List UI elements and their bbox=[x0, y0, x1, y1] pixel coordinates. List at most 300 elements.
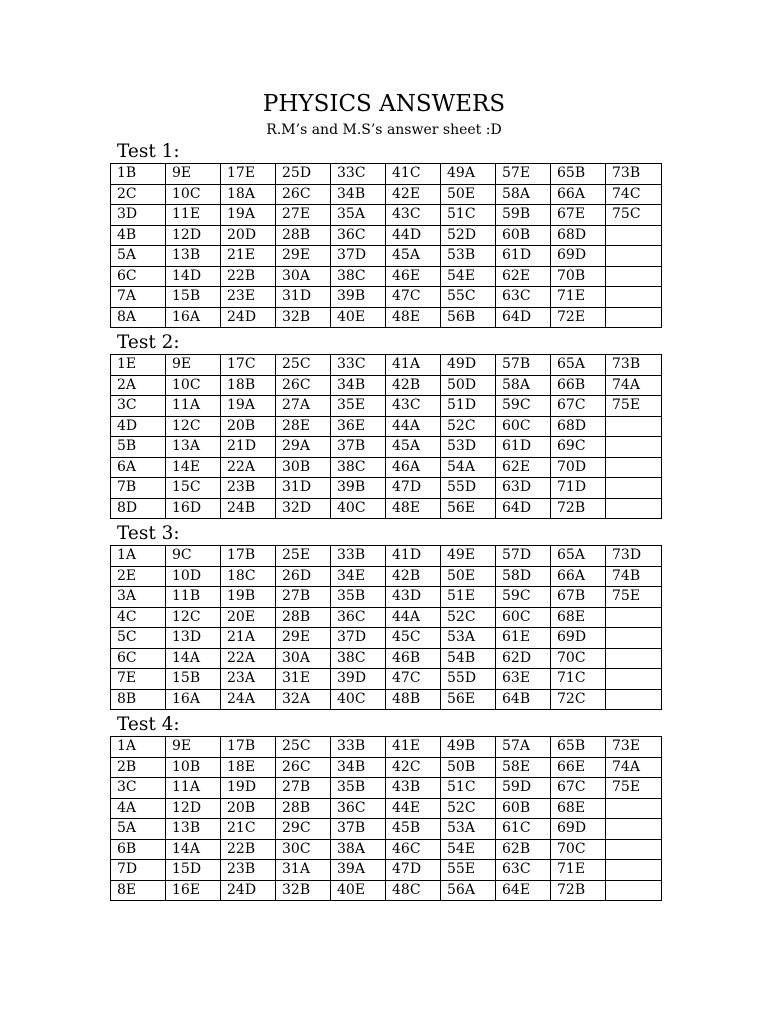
answer-cell: 60B bbox=[496, 225, 551, 246]
table-row bbox=[111, 225, 662, 246]
answer-cell: 7E bbox=[111, 669, 166, 690]
answer-cell: 54E bbox=[441, 266, 496, 287]
table-row bbox=[111, 566, 662, 587]
table-row bbox=[111, 246, 662, 267]
answer-cell: 38C bbox=[331, 266, 386, 287]
answer-cell: 48B bbox=[386, 689, 441, 710]
answer-cell: 62E bbox=[496, 457, 551, 478]
answer-cell: 23B bbox=[221, 478, 276, 499]
answer-cell: 50E bbox=[441, 184, 496, 205]
answer-cell: 67C bbox=[551, 778, 606, 799]
answer-cell: 47C bbox=[386, 669, 441, 690]
answer-cell: 21C bbox=[221, 819, 276, 840]
answer-cell: 66A bbox=[551, 566, 606, 587]
page-title: PHYSICS ANSWERS bbox=[262, 91, 506, 117]
answer-cell: 48C bbox=[386, 880, 441, 901]
answer-cell: 2A bbox=[111, 375, 166, 396]
answer-cell: 50D bbox=[441, 375, 496, 396]
answer-cell: 71E bbox=[551, 860, 606, 881]
answer-cell: 42E bbox=[386, 184, 441, 205]
answer-cell bbox=[606, 798, 662, 819]
answer-cell bbox=[606, 225, 662, 246]
answer-cell: 13B bbox=[166, 246, 221, 267]
answer-cell: 44D bbox=[386, 225, 441, 246]
table-row bbox=[111, 266, 662, 287]
answer-cell: 9E bbox=[166, 355, 221, 376]
answer-cell: 15B bbox=[166, 669, 221, 690]
answer-cell: 56A bbox=[441, 880, 496, 901]
answer-cell: 50E bbox=[441, 566, 496, 587]
answer-cell: 32A bbox=[276, 689, 331, 710]
answer-cell: 20D bbox=[221, 225, 276, 246]
table-row bbox=[111, 546, 662, 567]
test-heading: Test 1: bbox=[117, 141, 180, 162]
answer-cell: 25D bbox=[276, 164, 331, 185]
answer-cell bbox=[606, 266, 662, 287]
answer-cell: 59B bbox=[496, 205, 551, 226]
table-row bbox=[111, 798, 662, 819]
table-row bbox=[111, 669, 662, 690]
answer-cell: 28B bbox=[276, 225, 331, 246]
answer-cell: 39A bbox=[331, 860, 386, 881]
answer-cell: 5A bbox=[111, 246, 166, 267]
answer-cell: 53B bbox=[441, 246, 496, 267]
answer-cell: 19A bbox=[221, 205, 276, 226]
answer-cell: 12C bbox=[166, 607, 221, 628]
answer-cell: 56E bbox=[441, 498, 496, 519]
answer-cell: 51E bbox=[441, 587, 496, 608]
answer-cell: 65A bbox=[551, 546, 606, 567]
answer-cell: 19D bbox=[221, 778, 276, 799]
answer-cell: 22B bbox=[221, 266, 276, 287]
answer-cell: 72C bbox=[551, 689, 606, 710]
answer-cell: 17B bbox=[221, 546, 276, 567]
answer-cell: 66E bbox=[551, 757, 606, 778]
answer-cell bbox=[606, 437, 662, 458]
test-heading: Test 2: bbox=[117, 332, 180, 353]
answer-cell: 20B bbox=[221, 416, 276, 437]
answer-cell: 55D bbox=[441, 669, 496, 690]
answer-cell: 18C bbox=[221, 566, 276, 587]
answer-cell bbox=[606, 839, 662, 860]
answer-cell: 43C bbox=[386, 205, 441, 226]
answer-cell: 67E bbox=[551, 205, 606, 226]
answer-cell: 46A bbox=[386, 457, 441, 478]
answer-cell: 55E bbox=[441, 860, 496, 881]
answer-cell: 72B bbox=[551, 880, 606, 901]
answer-cell: 8E bbox=[111, 880, 166, 901]
answer-cell: 4B bbox=[111, 225, 166, 246]
answer-cell: 75C bbox=[606, 205, 662, 226]
answer-cell: 63D bbox=[496, 478, 551, 499]
answer-cell: 24D bbox=[221, 880, 276, 901]
answer-cell: 71D bbox=[551, 478, 606, 499]
answer-cell: 72B bbox=[551, 498, 606, 519]
table-row bbox=[111, 184, 662, 205]
answer-cell: 52C bbox=[441, 416, 496, 437]
answer-cell: 38A bbox=[331, 839, 386, 860]
answer-cell bbox=[606, 860, 662, 881]
answer-cell bbox=[606, 287, 662, 308]
answer-cell: 49E bbox=[441, 546, 496, 567]
answer-cell: 45A bbox=[386, 246, 441, 267]
answer-cell: 21E bbox=[221, 246, 276, 267]
answer-cell: 2B bbox=[111, 757, 166, 778]
answer-cell: 65B bbox=[551, 164, 606, 185]
answer-cell: 17B bbox=[221, 737, 276, 758]
answer-cell: 68E bbox=[551, 798, 606, 819]
answer-cell: 69C bbox=[551, 437, 606, 458]
answer-cell: 11A bbox=[166, 396, 221, 417]
answer-cell: 29A bbox=[276, 437, 331, 458]
answer-cell: 26C bbox=[276, 184, 331, 205]
answer-cell: 39D bbox=[331, 669, 386, 690]
answer-cell: 3A bbox=[111, 587, 166, 608]
answer-cell: 44A bbox=[386, 607, 441, 628]
answer-cell: 16E bbox=[166, 880, 221, 901]
answer-cell: 74A bbox=[606, 757, 662, 778]
answer-cell: 26C bbox=[276, 757, 331, 778]
answer-cell: 3D bbox=[111, 205, 166, 226]
answer-cell: 52C bbox=[441, 607, 496, 628]
answer-cell: 55D bbox=[441, 478, 496, 499]
answer-cell: 18B bbox=[221, 375, 276, 396]
answer-cell: 46C bbox=[386, 839, 441, 860]
answer-cell: 18E bbox=[221, 757, 276, 778]
answer-cell: 15C bbox=[166, 478, 221, 499]
answer-cell: 49D bbox=[441, 355, 496, 376]
answer-cell: 72E bbox=[551, 307, 606, 328]
answer-cell: 34B bbox=[331, 184, 386, 205]
subtitle: R.M’s and M.S’s answer sheet :D bbox=[266, 122, 502, 138]
answer-cell: 6C bbox=[111, 648, 166, 669]
table-row bbox=[111, 498, 662, 519]
answer-cell: 47D bbox=[386, 478, 441, 499]
answer-cell: 8D bbox=[111, 498, 166, 519]
answer-cell: 45A bbox=[386, 437, 441, 458]
answer-cell: 14D bbox=[166, 266, 221, 287]
answer-table bbox=[110, 163, 662, 328]
answer-cell: 33B bbox=[331, 546, 386, 567]
answer-cell: 17E bbox=[221, 164, 276, 185]
answer-cell: 34B bbox=[331, 375, 386, 396]
answer-cell: 12D bbox=[166, 225, 221, 246]
answer-cell: 6C bbox=[111, 266, 166, 287]
answer-cell: 3C bbox=[111, 778, 166, 799]
table-row bbox=[111, 757, 662, 778]
answer-cell: 60B bbox=[496, 798, 551, 819]
test-heading: Test 4: bbox=[117, 714, 180, 735]
answer-cell: 38C bbox=[331, 648, 386, 669]
answer-cell: 67C bbox=[551, 396, 606, 417]
answer-cell bbox=[606, 648, 662, 669]
test-section bbox=[110, 141, 662, 328]
answer-cell: 41A bbox=[386, 355, 441, 376]
table-row bbox=[111, 648, 662, 669]
answer-cell: 4A bbox=[111, 798, 166, 819]
answer-cell bbox=[606, 246, 662, 267]
answer-cell: 32D bbox=[276, 498, 331, 519]
answer-cell: 71C bbox=[551, 669, 606, 690]
answer-cell: 25E bbox=[276, 546, 331, 567]
answer-cell: 21D bbox=[221, 437, 276, 458]
answer-cell: 31A bbox=[276, 860, 331, 881]
table-row bbox=[111, 778, 662, 799]
answer-cell bbox=[606, 416, 662, 437]
answer-cell: 7D bbox=[111, 860, 166, 881]
answer-cell: 75E bbox=[606, 396, 662, 417]
answer-cell: 61D bbox=[496, 437, 551, 458]
answer-cell: 22A bbox=[221, 457, 276, 478]
answer-cell: 57A bbox=[496, 737, 551, 758]
answer-cell: 75E bbox=[606, 587, 662, 608]
answer-cell: 28B bbox=[276, 798, 331, 819]
answer-cell bbox=[606, 819, 662, 840]
answer-cell: 12D bbox=[166, 798, 221, 819]
answer-cell bbox=[606, 498, 662, 519]
test-heading: Test 3: bbox=[117, 523, 180, 544]
answer-cell bbox=[606, 669, 662, 690]
answer-cell bbox=[606, 607, 662, 628]
table-row bbox=[111, 860, 662, 881]
answer-cell: 59D bbox=[496, 778, 551, 799]
answer-cell: 51C bbox=[441, 778, 496, 799]
answer-cell: 56E bbox=[441, 689, 496, 710]
answer-cell: 37B bbox=[331, 819, 386, 840]
answer-cell: 9C bbox=[166, 546, 221, 567]
answer-cell: 40E bbox=[331, 880, 386, 901]
answer-cell: 40C bbox=[331, 689, 386, 710]
answer-cell: 30B bbox=[276, 457, 331, 478]
answer-cell: 27B bbox=[276, 587, 331, 608]
answer-cell: 13A bbox=[166, 437, 221, 458]
answer-cell: 24B bbox=[221, 498, 276, 519]
answer-cell: 44A bbox=[386, 416, 441, 437]
answer-cell: 64D bbox=[496, 498, 551, 519]
answer-cell: 35B bbox=[331, 778, 386, 799]
answer-cell: 10C bbox=[166, 375, 221, 396]
answer-cell: 61E bbox=[496, 628, 551, 649]
answer-cell: 60C bbox=[496, 416, 551, 437]
answer-cell: 43B bbox=[386, 778, 441, 799]
answer-cell: 74A bbox=[606, 375, 662, 396]
answer-cell: 61D bbox=[496, 246, 551, 267]
answer-cell: 35B bbox=[331, 587, 386, 608]
answer-cell: 23E bbox=[221, 287, 276, 308]
answer-cell: 36E bbox=[331, 416, 386, 437]
answer-cell: 26C bbox=[276, 375, 331, 396]
answer-cell: 33B bbox=[331, 737, 386, 758]
answer-cell: 68D bbox=[551, 225, 606, 246]
answer-cell: 68D bbox=[551, 416, 606, 437]
answer-cell: 45B bbox=[386, 819, 441, 840]
table-row bbox=[111, 607, 662, 628]
answer-cell: 50B bbox=[441, 757, 496, 778]
answer-cell: 45C bbox=[386, 628, 441, 649]
answer-cell: 63C bbox=[496, 287, 551, 308]
table-row bbox=[111, 689, 662, 710]
answer-cell: 46B bbox=[386, 648, 441, 669]
answer-cell: 11E bbox=[166, 205, 221, 226]
answer-cell: 39B bbox=[331, 287, 386, 308]
answer-cell: 30A bbox=[276, 648, 331, 669]
answer-cell: 73D bbox=[606, 546, 662, 567]
answer-cell: 24A bbox=[221, 689, 276, 710]
answer-cell: 5A bbox=[111, 819, 166, 840]
answer-cell: 35A bbox=[331, 205, 386, 226]
answer-cell: 6B bbox=[111, 839, 166, 860]
answer-cell: 59C bbox=[496, 396, 551, 417]
answer-cell bbox=[606, 478, 662, 499]
answer-cell: 11B bbox=[166, 587, 221, 608]
answer-cell: 42C bbox=[386, 757, 441, 778]
table-row bbox=[111, 839, 662, 860]
answer-cell: 31E bbox=[276, 669, 331, 690]
answer-cell: 14E bbox=[166, 457, 221, 478]
answer-cell: 27B bbox=[276, 778, 331, 799]
answer-cell: 62E bbox=[496, 266, 551, 287]
answer-cell: 16A bbox=[166, 307, 221, 328]
answer-cell: 41C bbox=[386, 164, 441, 185]
answer-cell: 43C bbox=[386, 396, 441, 417]
answer-cell: 64D bbox=[496, 307, 551, 328]
answer-cell: 40E bbox=[331, 307, 386, 328]
answer-cell: 30C bbox=[276, 839, 331, 860]
answer-table bbox=[110, 736, 662, 901]
answer-cell: 51D bbox=[441, 396, 496, 417]
table-row bbox=[111, 375, 662, 396]
answer-cell: 57B bbox=[496, 355, 551, 376]
table-row bbox=[111, 457, 662, 478]
answer-cell: 18A bbox=[221, 184, 276, 205]
answer-cell bbox=[606, 689, 662, 710]
answer-cell: 63E bbox=[496, 669, 551, 690]
answer-cell: 52C bbox=[441, 798, 496, 819]
answer-cell: 75E bbox=[606, 778, 662, 799]
answer-cell bbox=[606, 628, 662, 649]
answer-cell: 22A bbox=[221, 648, 276, 669]
answer-cell: 8A bbox=[111, 307, 166, 328]
answer-cell: 71E bbox=[551, 287, 606, 308]
answer-cell: 1A bbox=[111, 737, 166, 758]
answer-cell: 46E bbox=[386, 266, 441, 287]
answer-cell: 44E bbox=[386, 798, 441, 819]
table-row bbox=[111, 628, 662, 649]
answer-cell: 5B bbox=[111, 437, 166, 458]
answer-cell: 23B bbox=[221, 860, 276, 881]
answer-cell: 29E bbox=[276, 628, 331, 649]
answer-cell: 9E bbox=[166, 737, 221, 758]
answer-cell: 73B bbox=[606, 355, 662, 376]
answer-cell: 48E bbox=[386, 498, 441, 519]
answer-cell: 31D bbox=[276, 478, 331, 499]
answer-cell: 7B bbox=[111, 478, 166, 499]
answer-cell: 2C bbox=[111, 184, 166, 205]
answer-cell: 13D bbox=[166, 628, 221, 649]
answer-cell: 15D bbox=[166, 860, 221, 881]
answer-cell: 24D bbox=[221, 307, 276, 328]
answer-cell: 65A bbox=[551, 355, 606, 376]
answer-cell: 1E bbox=[111, 355, 166, 376]
test-section bbox=[110, 714, 662, 901]
answer-cell: 62B bbox=[496, 839, 551, 860]
answer-cell: 29C bbox=[276, 819, 331, 840]
test-section bbox=[110, 332, 662, 519]
answer-cell: 52D bbox=[441, 225, 496, 246]
answer-cell: 65B bbox=[551, 737, 606, 758]
answer-cell: 56B bbox=[441, 307, 496, 328]
answer-cell: 19B bbox=[221, 587, 276, 608]
test-section bbox=[110, 523, 662, 710]
answer-cell: 43D bbox=[386, 587, 441, 608]
answer-cell: 60C bbox=[496, 607, 551, 628]
answer-cell: 57E bbox=[496, 164, 551, 185]
answer-cell: 27E bbox=[276, 205, 331, 226]
answer-cell: 15B bbox=[166, 287, 221, 308]
answer-table bbox=[110, 545, 662, 710]
answer-cell: 70B bbox=[551, 266, 606, 287]
table-row bbox=[111, 355, 662, 376]
answer-cell: 53A bbox=[441, 819, 496, 840]
answer-cell: 21A bbox=[221, 628, 276, 649]
answer-cell bbox=[606, 457, 662, 478]
answer-cell: 14A bbox=[166, 839, 221, 860]
answer-cell: 22B bbox=[221, 839, 276, 860]
answer-cell: 53D bbox=[441, 437, 496, 458]
answer-cell: 58A bbox=[496, 375, 551, 396]
answer-cell: 12C bbox=[166, 416, 221, 437]
answer-cell: 19A bbox=[221, 396, 276, 417]
answer-cell: 36C bbox=[331, 607, 386, 628]
answer-cell: 74B bbox=[606, 566, 662, 587]
answer-cell: 4D bbox=[111, 416, 166, 437]
answer-cell: 58A bbox=[496, 184, 551, 205]
answer-cell: 68E bbox=[551, 607, 606, 628]
table-row bbox=[111, 416, 662, 437]
answer-cell: 17C bbox=[221, 355, 276, 376]
answer-cell: 16A bbox=[166, 689, 221, 710]
answer-cell: 16D bbox=[166, 498, 221, 519]
answer-cell: 32B bbox=[276, 880, 331, 901]
answer-cell: 53A bbox=[441, 628, 496, 649]
answer-cell: 20E bbox=[221, 607, 276, 628]
answer-cell: 49B bbox=[441, 737, 496, 758]
table-row bbox=[111, 437, 662, 458]
answer-cell: 13B bbox=[166, 819, 221, 840]
answer-cell: 35E bbox=[331, 396, 386, 417]
answer-cell: 34B bbox=[331, 757, 386, 778]
answer-cell: 37D bbox=[331, 246, 386, 267]
answer-cell: 9E bbox=[166, 164, 221, 185]
table-row bbox=[111, 737, 662, 758]
answer-cell: 1A bbox=[111, 546, 166, 567]
answer-cell: 3C bbox=[111, 396, 166, 417]
answer-cell bbox=[606, 880, 662, 901]
answer-cell: 42B bbox=[386, 375, 441, 396]
answer-cell: 54A bbox=[441, 457, 496, 478]
answer-cell: 14A bbox=[166, 648, 221, 669]
answer-cell: 73B bbox=[606, 164, 662, 185]
answer-cell: 70C bbox=[551, 839, 606, 860]
answer-cell: 10B bbox=[166, 757, 221, 778]
answer-cell: 69D bbox=[551, 246, 606, 267]
answer-cell: 28B bbox=[276, 607, 331, 628]
table-row bbox=[111, 396, 662, 417]
answer-cell: 70C bbox=[551, 648, 606, 669]
answer-cell: 54B bbox=[441, 648, 496, 669]
answer-cell: 10C bbox=[166, 184, 221, 205]
table-row bbox=[111, 478, 662, 499]
